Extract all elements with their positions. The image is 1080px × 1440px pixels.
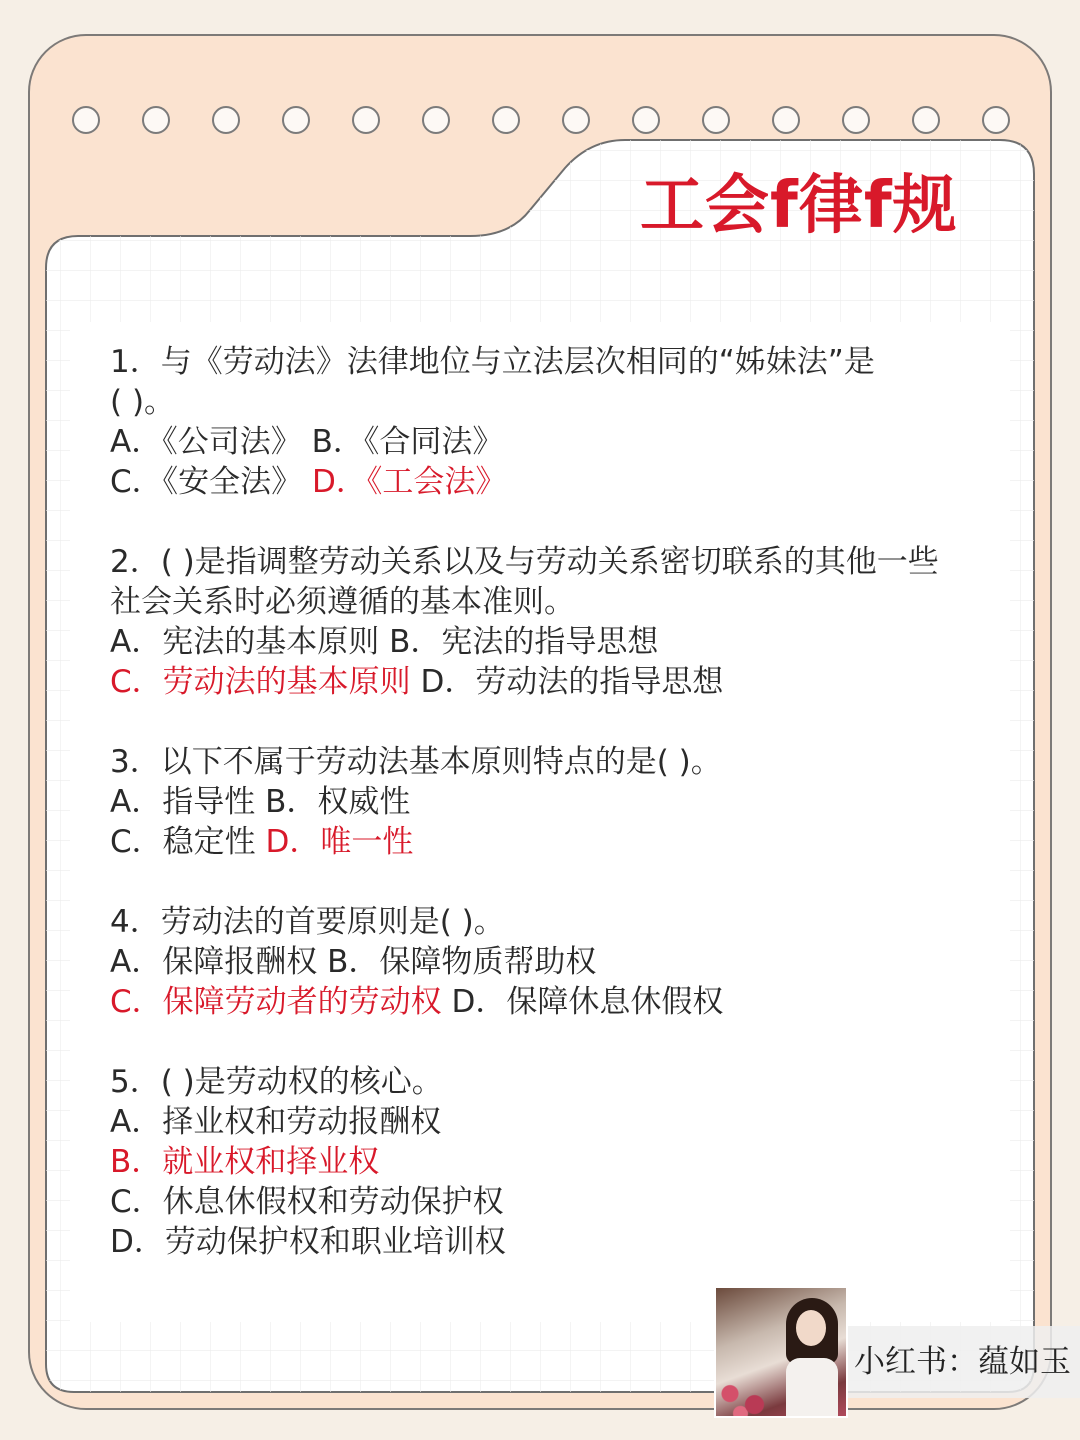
option-a: A．指导性 bbox=[110, 784, 256, 820]
option-b: B．保障物质帮助权 bbox=[327, 944, 597, 980]
option-a: A．宪法的基本原则 bbox=[110, 624, 380, 660]
option-a: A．《公司法》 bbox=[110, 424, 302, 460]
question-list bbox=[110, 342, 1010, 1302]
option-c: C．休息休假权和劳动保护权 bbox=[110, 1184, 504, 1220]
option-a: A．保障报酬权 bbox=[110, 944, 318, 980]
question-1 bbox=[110, 342, 1010, 502]
option-d: D．保障休息休假权 bbox=[451, 984, 724, 1020]
question-5 bbox=[110, 1062, 1010, 1262]
option-d-correct: D．唯一性 bbox=[265, 824, 414, 860]
option-b: B．《合同法》 bbox=[311, 424, 504, 460]
avatar-flowers bbox=[716, 1376, 786, 1418]
question-stem: 4．劳动法的首要原则是( )。 bbox=[110, 904, 505, 940]
question-stem: 3．以下不属于劳动法基本原则特点的是( )。 bbox=[110, 744, 722, 780]
option-c-correct: C．保障劳动者的劳动权 bbox=[110, 984, 442, 1020]
author-avatar bbox=[714, 1286, 848, 1418]
question-stem: 5．( )是劳动权的核心。 bbox=[110, 1064, 443, 1100]
avatar-dress bbox=[786, 1358, 838, 1418]
option-d: D．劳动法的指导思想 bbox=[420, 664, 724, 700]
option-b-correct: B．就业权和择业权 bbox=[110, 1144, 380, 1180]
option-b: B．权威性 bbox=[265, 784, 411, 820]
question-stem: 2．( )是指调整劳动关系以及与劳动关系密切联系的其他一些 bbox=[110, 544, 939, 580]
question-stem-cont: 社会关系时必须遵循的基本准则。 bbox=[110, 584, 575, 620]
question-stem-cont: ( )。 bbox=[110, 384, 176, 420]
option-c-correct: C．劳动法的基本原则 bbox=[110, 664, 411, 700]
avatar-face bbox=[796, 1310, 826, 1346]
option-c: C．《安全法》 bbox=[110, 464, 303, 500]
option-c: C．稳定性 bbox=[110, 824, 256, 860]
page-title: 工会f律f规 bbox=[640, 169, 958, 243]
option-a: A．择业权和劳动报酬权 bbox=[110, 1104, 442, 1140]
option-b: B．宪法的指导思想 bbox=[389, 624, 659, 660]
option-d-correct: D．《工会法》 bbox=[312, 464, 507, 500]
question-stem: 1．与《劳动法》法律地位与立法层次相同的“姊妹法”是 bbox=[110, 344, 875, 380]
question-4 bbox=[110, 902, 1010, 1022]
question-2 bbox=[110, 542, 1010, 702]
author-watermark: 小红书：蕴如玉 bbox=[854, 1344, 1071, 1380]
option-d: D．劳动保护权和职业培训权 bbox=[110, 1224, 506, 1260]
question-3 bbox=[110, 742, 1010, 862]
